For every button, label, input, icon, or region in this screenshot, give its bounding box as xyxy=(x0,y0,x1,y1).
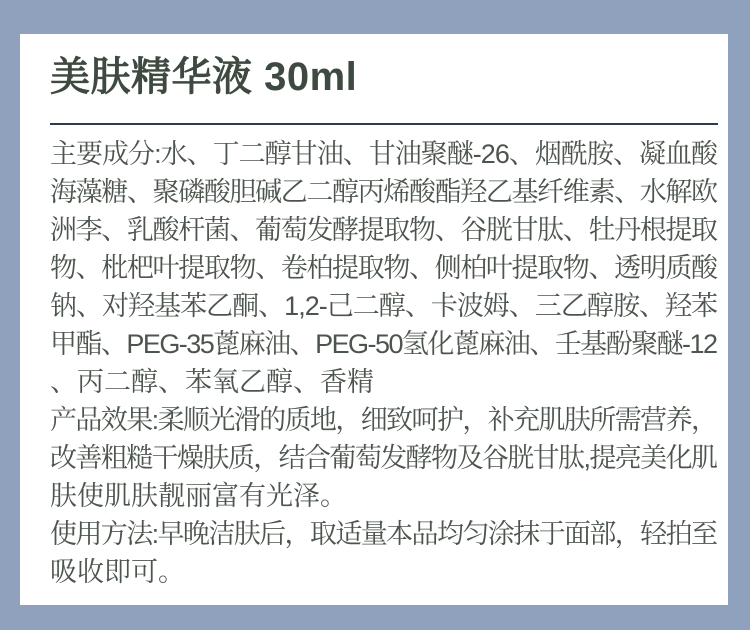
text-line: 钠、对羟基苯乙酮、1,2-己二醇、卡波姆、三乙醇胺、羟苯 xyxy=(50,291,718,321)
text-line: 产品效果:柔顺光滑的质地，细致呵护，补充肌肤所需营养， xyxy=(50,405,717,435)
text-line: 、丙二醇、苯氧乙醇、香精 xyxy=(50,367,374,397)
product-title: 美肤精华液 30ml xyxy=(50,55,358,99)
text-line: 肤使肌肤靓丽富有光泽。 xyxy=(50,481,347,511)
body-text xyxy=(50,135,718,591)
text-line: 主要成分:水、丁二醇甘油、甘油聚醚-26、烟酰胺、凝血酸 xyxy=(50,139,718,169)
text-line: 洲李、乳酸杆菌、葡萄发酵提取物、谷胱甘肽、牡丹根提取 xyxy=(50,215,717,245)
title-divider xyxy=(50,123,718,125)
product-card xyxy=(20,34,728,605)
text-line: 甲酯、PEG-35蓖麻油、PEG-50氢化蓖麻油、壬基酚聚醚-12 xyxy=(50,329,717,359)
text-line: 海藻糖、聚磷酸胆碱乙二醇丙烯酸酯羟乙基纤维素、水解欧 xyxy=(50,177,717,207)
text-line: 物、枇杷叶提取物、卷柏提取物、侧柏叶提取物、透明质酸 xyxy=(50,253,717,283)
text-line: 使用方法:早晚洁肤后，取适量本品均匀涂抹于面部，轻拍至 xyxy=(50,519,717,549)
text-line: 吸收即可。 xyxy=(50,557,185,587)
text-line: 改善粗糙干燥肤质，结合葡萄发酵物及谷胱甘肽,提亮美化肌 xyxy=(50,443,717,473)
